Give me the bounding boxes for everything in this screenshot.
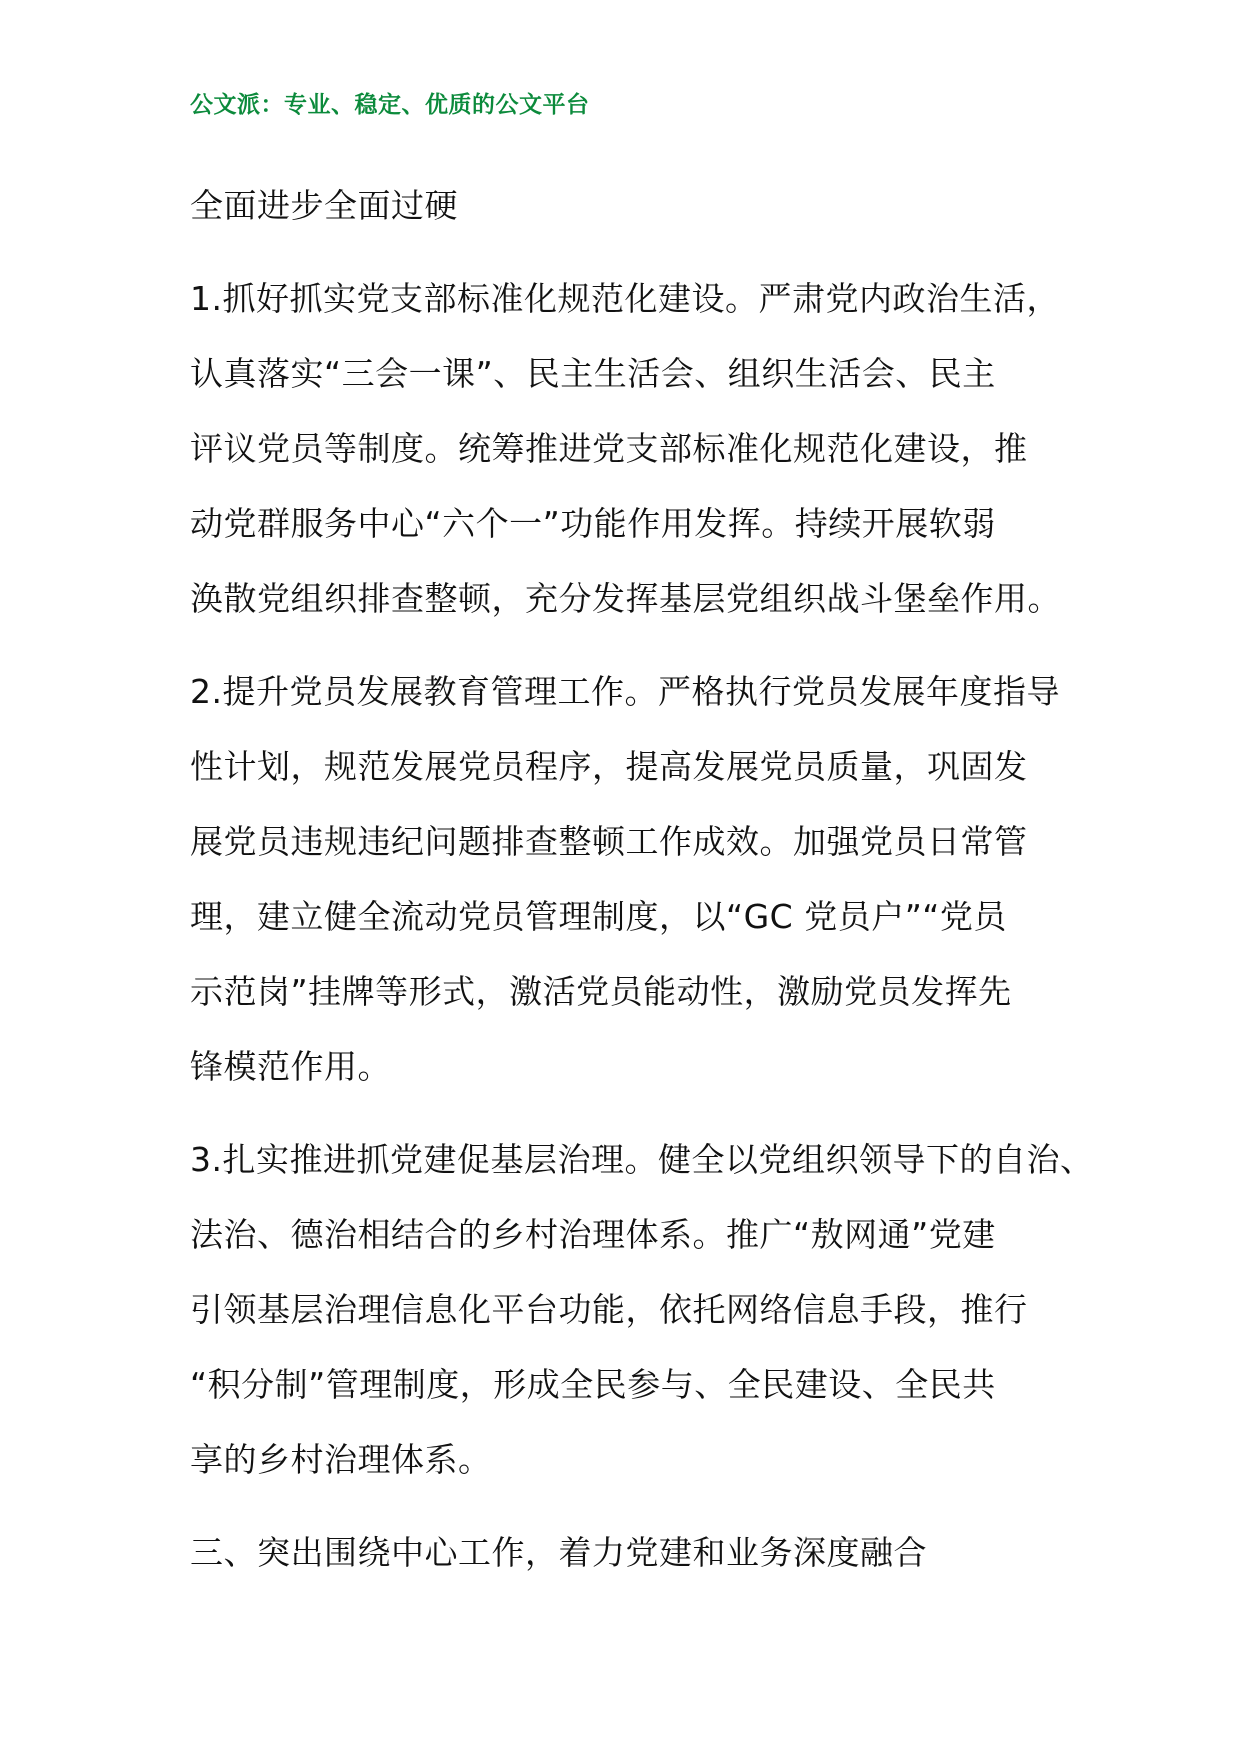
- paragraph-1: [190, 261, 1090, 636]
- paragraph-line: 2.提升党员发展教育管理工作。严格执行党员发展年度指导: [190, 672, 1060, 711]
- document-body: [190, 168, 1094, 1608]
- paragraph-line: 涣散党组织排查整顿，充分发挥基层党组织战斗堡垒作用。: [190, 579, 1061, 618]
- paragraph-line: 1.抓好抓实党支部标准化规范化建设。严肃党内政治生活，: [190, 279, 1060, 318]
- paragraph-line: 动党群服务中心“六个一”功能作用发挥。持续开展软弱: [190, 504, 996, 543]
- paragraph-line: 性计划，规范发展党员程序，提高发展党员质量，巩固发: [190, 747, 1028, 786]
- paragraph-line: 法治、德治相结合的乡村治理体系。推广“敖网通”党建: [190, 1215, 996, 1254]
- paragraph-line: 理，建立健全流动党员管理制度，以“GC 党员户”“党员: [190, 897, 1007, 936]
- paragraph-line: 引领基层治理信息化平台功能，依托网络信息手段，推行: [190, 1290, 1028, 1329]
- paragraph-line: 示范岗”挂牌等形式，激活党员能动性，激励党员发挥先: [190, 972, 1012, 1011]
- section-heading: 三、突出围绕中心工作，着力党建和业务深度融合: [190, 1533, 927, 1572]
- paragraph-line: 展党员违规违纪问题排查整顿工作成效。加强党员日常管: [190, 822, 1028, 861]
- paragraph-line: 锋模范作用。: [190, 1047, 391, 1086]
- paragraph-2: [190, 654, 1090, 1104]
- paragraph-line: 评议党员等制度。统筹推进党支部标准化规范化建设，推: [190, 429, 1028, 468]
- paragraph-line: 认真落实“三会一课”、民主生活会、组织生活会、民主: [190, 354, 996, 393]
- paragraph-line: “积分制”管理制度，形成全民参与、全民建设、全民共: [190, 1365, 996, 1404]
- paragraph-3: [190, 1122, 1094, 1497]
- section-subtitle: 全面进步全面过硬: [190, 186, 458, 225]
- paragraph-line: 3.扎实推进抓党建促基层治理。健全以党组织领导下的自治、: [190, 1140, 1094, 1179]
- paragraph-line: 享的乡村治理体系。: [190, 1440, 492, 1479]
- site-header-title: 公文派：专业、稳定、优质的公文平台: [190, 92, 590, 118]
